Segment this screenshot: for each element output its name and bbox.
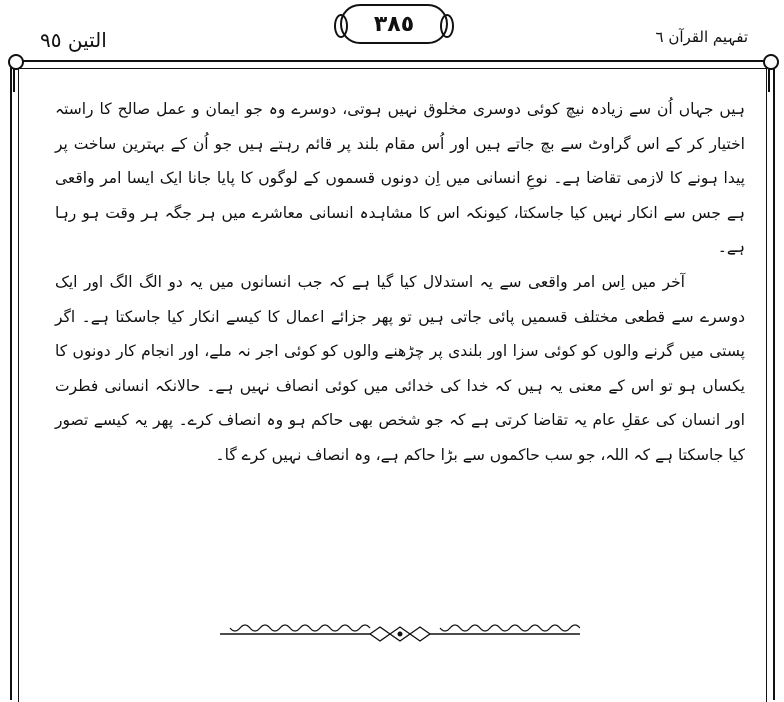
surah-number: ٩٥ <box>40 28 62 52</box>
page-number: ٣٨٥ <box>373 11 415 37</box>
page-number-cartouche <box>340 4 448 44</box>
book-title: تفہیم القرآن ٦ <box>655 28 748 46</box>
paragraph-2: آخر میں اِس امر واقعی سے یہ استدلال کیا گیا ہے کہ جب انسانوں میں یہ دو الگ الگ اور ایک دوسرے سے قطعی مختلف قسمیں پائی جاتی ہیں تو پھر جزائے اعمال کا کیسے انکار کیا جاسکتا ہے۔ اگر پستی میں گرنے والوں کو کوئی سزا اور بلندی پر چڑھنے والوں کو کوئی اجر نہ ملے، اور انجام کار دونوں کا یکساں ہو تو اس کے معنی یہ ہیں کہ خدا کی خدائی میں کوئی انصاف نہیں ہے۔ حالانکہ انسانی فطرت اور انسان کی عقلِ عام یہ تقاضا کرتی ہے کہ جو شخص بھی حاکم ہو وہ انصاف کرے۔ پھر یہ کیسے تصور کیا جاسکتا ہے کہ اللہ، جو سب حاکموں سے بڑا حاکم ہے، وہ انصاف نہیں کرے گا۔ <box>55 272 745 464</box>
surah-name: التین <box>67 28 107 52</box>
frame-corner-left-ornament <box>4 54 26 94</box>
frame-corner-right-ornament <box>759 54 781 94</box>
section-end-ornament <box>220 624 580 644</box>
surah-name-header <box>40 28 107 52</box>
body-text <box>55 92 745 473</box>
paragraph-1: ہیں جہاں اُن سے زیادہ نیچ کوئی دوسری مخلوق نہیں ہوتی، دوسرے وہ جو ایمان و عمل صالح کا راستہ اختیار کر کے اس گراوٹ سے بچ جاتے ہیں اور اُس مقام بلند پر قائم رہتے ہیں جو اُن کے بہترین ساخت پر پیدا ہونے کا لازمی تقاضا ہے۔ نوعِ انسانی میں اِن دونوں قسموں کے لوگوں کا پایا جانا ایک ایسا امر واقعی ہے جس سے انکار نہیں کیا جاسکتا، کیونکہ اس کا مشاہدہ انسانی معاشرے میں ہر جگہ ہر وقت ہو رہا ہے۔ <box>55 100 745 257</box>
